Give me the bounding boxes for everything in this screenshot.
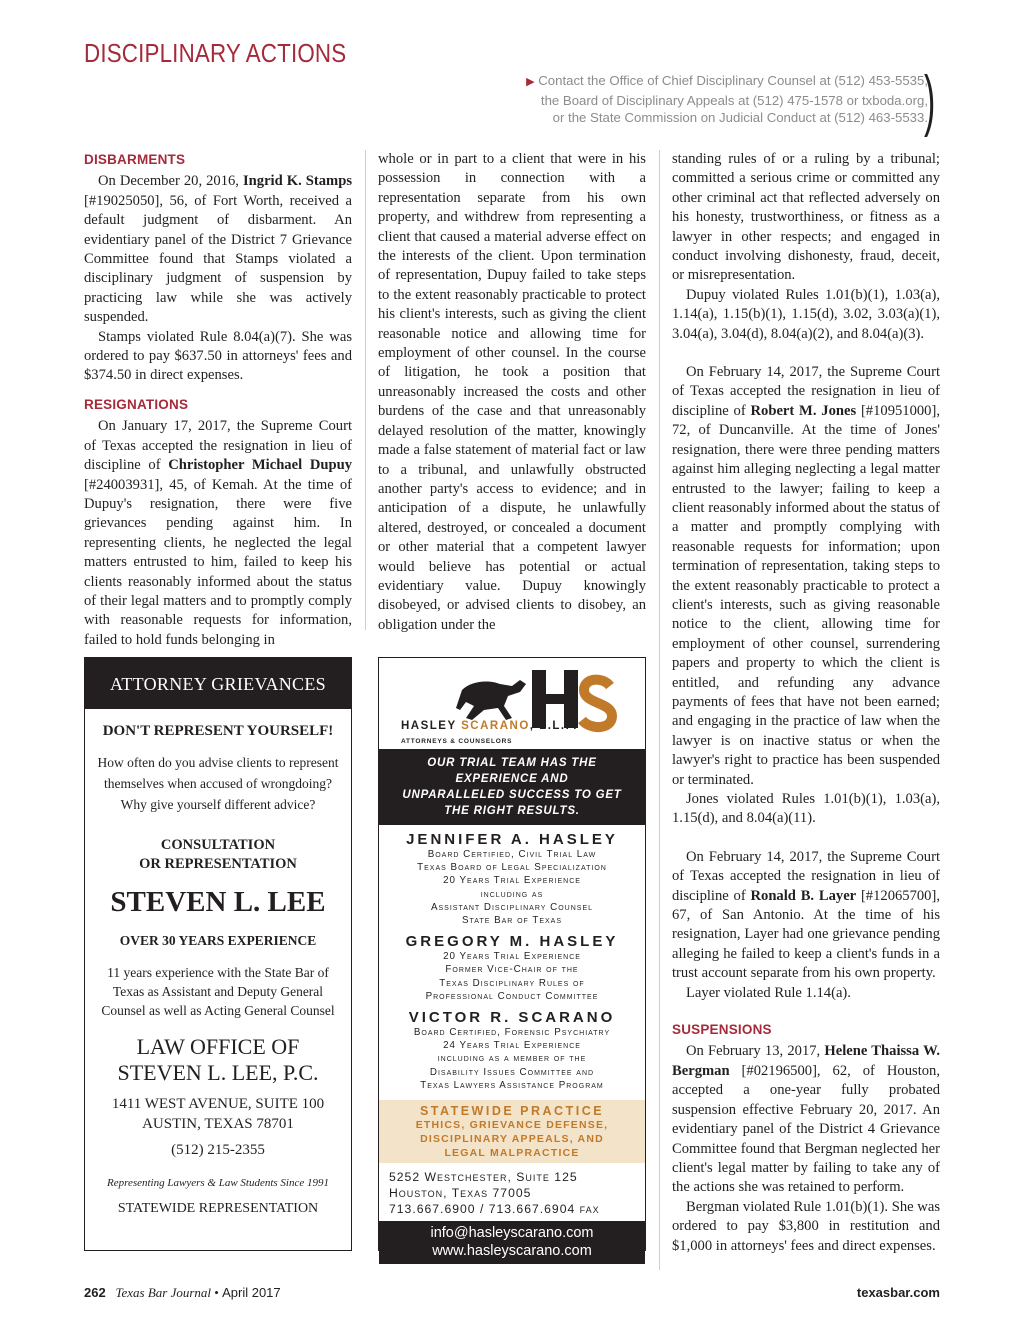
bullet: • xyxy=(214,1285,219,1300)
bracket-decoration: ) xyxy=(924,62,936,138)
practice-areas: STATEWIDE PRACTICE ETHICS, GRIEVANCE DEFENSE, DISCIPLINARY APPEALS, AND LEGAL MALPRACTICE xyxy=(379,1100,645,1163)
ad-text: OR REPRESENTATION xyxy=(139,856,297,872)
paragraph: whole or in part to a client that were in his possession in connection with a representation separate from his own property, and withdrew from representing a client that caused a material adverse effect on the interests of the client. Upon termination of representation, Dupuy failed to take steps to the extent reasonably practicable to protect his client's interests, such as giving the client reasonable notice and allowing time for employment of other counsel. In the course of litigation, he took a position that unreasonably increased the costs and other burdens of the case and that unreasonably delayed resolution of the matter, knowingly made a false statement of material fact or law to a tribunal, and unlawfully obstructed another party's access to evidence; and in anticipation of a dispute, he unlawfully altered, destroyed, or concealed a document or other material that a competent lawyer would believe has potential or actual evidentiary value. Dupuy knowingly disobeyed, or advised clients to disobey, an obligation under the xyxy=(378,151,646,633)
ad-attorney-name: STEVEN L. LEE xyxy=(110,886,326,918)
column-3 xyxy=(672,150,940,1256)
ad-text: Why give yourself different advice? xyxy=(120,797,316,812)
footer-website[interactable]: texasbar.com xyxy=(856,1285,940,1300)
credentials: Board Certified, Forensic Psychiatry 24 Years Trial Experience including as a member of the Disability Issues Committee and Texas Lawyers Assistance Program xyxy=(413,1027,611,1091)
ad-text: themselves when accused of wrongdoing? xyxy=(104,776,332,791)
paragraph: standing rules of or a ruling by a tribunal; committed a serious crime or committed any other criminal act that reflected adversely on his honesty, trustworthiness, or fitness as a lawyer in other respects; and engaged in conduct involving dishonesty, fraud, deceit, or misrepresentation. xyxy=(672,151,940,284)
attorney-name: VICTOR R. SCARANO xyxy=(408,1009,616,1027)
issue-date: April 2017 xyxy=(222,1285,281,1300)
paragraph: Layer violated Rule 1.14(a). xyxy=(686,984,851,1001)
attorney-name: JENNIFER A. HASLEY xyxy=(406,831,618,848)
journal-name: Texas Bar Journal xyxy=(115,1285,212,1300)
suspensions-heading: SUSPENSIONS xyxy=(672,1022,772,1038)
attorney-name: Ronald B. Layer xyxy=(750,887,857,904)
ad-address: 1411 WEST AVENUE, SUITE 100 xyxy=(111,1096,325,1112)
ad-text: STATEWIDE REPRESENTATION xyxy=(117,1201,319,1216)
attorney-name: GREGORY M. HASLEY xyxy=(405,933,619,951)
paragraph: On January 17, 2017, the Supreme Court of Texas accepted the resignation in lieu of discipline of Christopher Michael Dupuy [#24003931], 45, of Kemah. At the time of Dupuy's resignation, there were five grievances pending against him. In representing clients, he neglected the legal matters entrusted to him, failed to keep his clients reasonably informed about the status of their legal matters and to promptly comply with reasonable requests for information, failed to hold funds belonging in xyxy=(84,418,353,648)
column-1 xyxy=(84,150,352,650)
attorney-name: Christopher Michael Dupuy xyxy=(168,457,353,474)
contact-line: Contact the Office of Chief Disciplinary Counsel at (512) 453-5535, xyxy=(538,73,928,88)
triangle-bullet-icon: ▶ xyxy=(526,76,535,88)
paragraph: On December 20, 2016, Ingrid K. Stamps [#19025050], 56, of Fort Worth, received a default judgment of disbarment. An evidentiary panel of the District 7 Grievance Committee found that Stamps violated a disciplinary judgment of suspension by practicing law while she was actively suspended. xyxy=(84,173,353,326)
resignations-heading: RESIGNATIONS xyxy=(84,396,189,412)
attorney-name: Robert M. Jones xyxy=(750,402,857,419)
paragraph: Bergman violated Rule 1.01(b)(1). She was ordered to pay $3,800 in restitution and $1,000 in attorneys' fees and direct expenses. xyxy=(672,1198,940,1254)
email-link[interactable]: info@hasleyscarano.com xyxy=(430,1225,594,1242)
paragraph: Stamps violated Rule 8.04(a)(7). She was ordered to pay $637.50 in attorneys' fees and $374.50 in direct expenses. xyxy=(84,328,352,384)
disbarments-heading: DISBARMENTS xyxy=(84,152,186,167)
ad-phone: (512) 215-2355 xyxy=(171,1142,265,1158)
firm-sub: ATTORNEYS & COUNSELORS xyxy=(401,738,513,745)
column-divider xyxy=(659,150,660,1270)
paragraph: On February 14, 2017, the Supreme Court of Texas accepted the resignation in lieu of discipline of Robert M. Jones [#10951000], 72, of Duncanville. At the time of Jones' resignation, there were three pending matters against him alleging neglecting a legal matter entrusted to the lawyer; failing to keep a client reasonably informed about the status of a matter and promptly complying with reasonable requests for information; upon termination of representation, taking steps to the extent reasonably practicable to protect a client's interests, such as giving reasonable notice to the client, allowing time for employment of other counsel, surrendering papers and property to which the client is entitled, and refunding any advance payments of fees that have not been earned; and engaging in the practice of law when the lawyer is on inactive status or when the lawyer's right to practice has been suspended or terminated. xyxy=(672,364,940,788)
ad-text: Counsel as well as Acting General Counsel xyxy=(101,1003,335,1018)
ad-title: ATTORNEY GRIEVANCES xyxy=(85,658,351,709)
ad-tagline: Representing Lawyers & Law Students Since 1991 xyxy=(106,1177,330,1189)
ad-address: AUSTIN, TEXAS 78701 xyxy=(142,1116,294,1132)
ad-text: How often do you advise clients to represent xyxy=(97,755,339,770)
footer-left xyxy=(84,1285,281,1301)
ad-text: 11 years experience with the State Bar of xyxy=(107,965,329,980)
column-divider xyxy=(365,150,366,630)
ad-text: CONSULTATION xyxy=(160,837,276,853)
firm-logo xyxy=(379,658,645,740)
contact-line: or the State Commission on Judicial Conduct at (512) 463-5533. xyxy=(552,110,928,125)
page-number: 262 xyxy=(84,1285,106,1300)
contact-info xyxy=(468,72,928,127)
contact-line: the Board of Disciplinary Appeals at (512) 475-1578 or txboda.org, xyxy=(540,92,928,108)
paragraph: Dupuy violated Rules 1.01(b)(1), 1.03(a), 1.14(a), 1.15(b)(1), 1.15(d), 3.02, 3.03(a)(1), 3.04(a), 3.04(d), 8.04(a)(2), and 8.04(a)(3). xyxy=(672,286,940,342)
attorney-name: Helene Thaissa W. Bergman xyxy=(672,1043,940,1079)
column-2 xyxy=(378,150,646,635)
firm-address: 5252 Westchester, Suite 125 Houston, Texas 77005 713.667.6900 / 713.667.6904 fax xyxy=(389,1170,600,1217)
paragraph: Jones violated Rules 1.01(b)(1), 1.03(a), 1.15(d), and 8.04(a)(11). xyxy=(672,791,940,827)
ad-text: OVER 30 YEARS EXPERIENCE xyxy=(119,933,317,948)
ad-text: Texas as Assistant and Deputy General xyxy=(112,984,324,999)
firm-contact xyxy=(379,1221,645,1264)
credentials: Board Certified, Civil Trial Law Texas Board of Legal Specialization 20 Years Trial Experience including as Assistant Disciplinary Counsel State Bar of Texas xyxy=(417,849,607,927)
ad-headline: DON'T REPRESENT YOURSELF! xyxy=(102,723,334,739)
ad-firm: STEVEN L. LEE, P.C. xyxy=(117,1060,319,1085)
paragraph: On February 14, 2017, the Supreme Court of Texas accepted the resignation in lieu of discipline of Ronald B. Layer [#12065700], 67, of San Antonio. At the time of his resignation, Layer had one grievance pending alleging he failed to keep a client's funds in a trust account separate from his own property. xyxy=(672,848,940,982)
ad-steven-lee xyxy=(84,657,352,1251)
attorney-name: Ingrid K. Stamps xyxy=(242,173,353,190)
credentials: 20 Years Trial Experience Former Vice-Chair of the Texas Disciplinary Rules of Professional Conduct Committee xyxy=(425,951,599,1002)
website-link[interactable]: www.hasleyscarano.com xyxy=(432,1243,592,1260)
section-title: DISCIPLINARY ACTIONS xyxy=(84,38,347,68)
firm-name: HASLEY SCARANO, L.L.P. xyxy=(401,720,578,732)
paragraph: On February 13, 2017, Helene Thaissa W. Bergman [#02196500], 62, of Houston, accepted a one-year fully probated suspension effective February 20, 2017. An evidentiary panel of the District 4 Grievance Committee found that Bergman neglected her client's legal matter by failing to take any of the actions she was retained to perform. xyxy=(672,1043,940,1196)
ad-firm: LAW OFFICE OF xyxy=(136,1034,300,1059)
ad-hasley-scarano xyxy=(378,657,646,1260)
slogan-banner: OUR TRIAL TEAM HAS THE EXPERIENCE AND UNPARALLELED SUCCESS TO GET THE RIGHT RESULTS. xyxy=(379,749,645,825)
